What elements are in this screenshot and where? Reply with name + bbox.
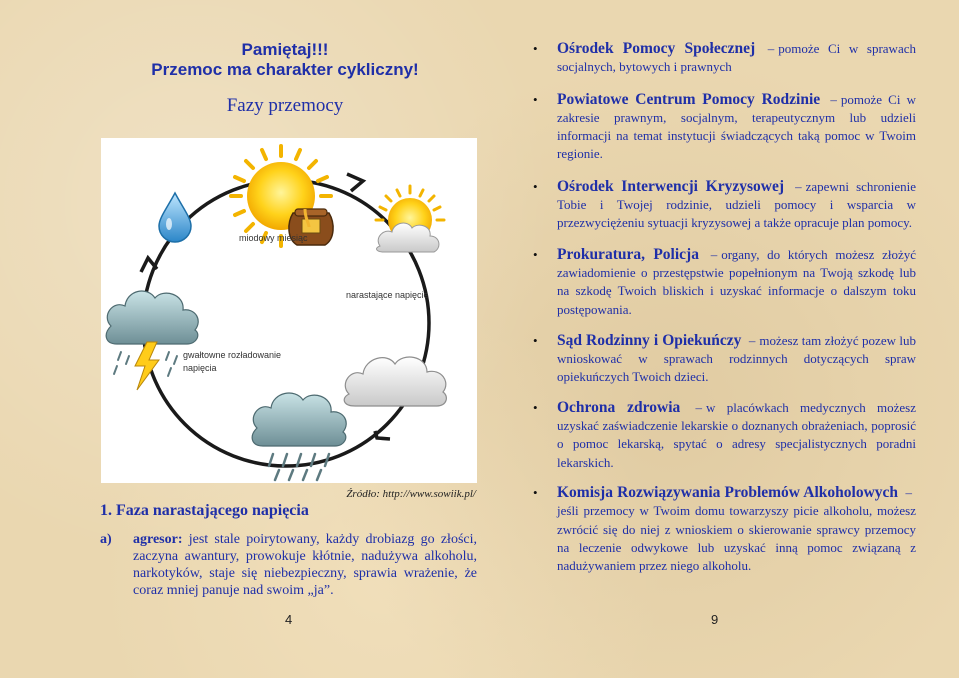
- dash: –: [710, 246, 718, 262]
- list-item: [530, 178, 916, 233]
- bullet-icon: •: [533, 484, 538, 500]
- list-item: [530, 332, 916, 387]
- dash: –: [748, 332, 756, 348]
- bullet-icon: •: [533, 41, 538, 56]
- label-discharge-line-1: gwałtowne rozładowanie: [183, 350, 282, 360]
- cycle-arrow-top: [347, 174, 363, 191]
- white-cloud-icon: [344, 357, 446, 406]
- violence-cycle-diagram: [101, 138, 477, 483]
- image-source: Źródło: http://www.sowiik.pl/: [346, 488, 476, 500]
- cycle-diagram-svg: [101, 138, 477, 483]
- right-page: [480, 0, 959, 678]
- organization-description: jeśli przemocy w Twoim domu towarzyszy picie alkoholu, możesz zwrócić się do niej z wnioskiem o skierowanie sprawcy przemocy na leczenie odwykowe lub uzyskać inną pomoc związaną z nadużywaniem przez niego alkoholu.: [557, 503, 916, 574]
- page-number-left: 4: [285, 612, 293, 627]
- list-item: [530, 246, 916, 319]
- page-number-right: 9: [711, 612, 719, 627]
- list-item: [530, 484, 916, 575]
- organization-description: organy, do których możesz złożyć zawiadomienie o przestępstwie popełnionym na Twoją szkodę lub na szkodę Twoich bliskich i uzyskać informacje o dalszym toku postępowania.: [557, 246, 916, 317]
- organization-description: w placówkach medycznych możesz uzyskać zaświadczenie lekarskie o doznanych obrażeniach, poprosić o pomoc lekarską, spytać o adresy specjalistycznych poradni lekarskich.: [557, 399, 916, 470]
- organization-name: Ochrona zdrowia: [557, 398, 681, 416]
- bullet-icon: •: [533, 91, 538, 107]
- bullet-icon: •: [533, 178, 538, 194]
- bullet-icon: •: [533, 246, 538, 262]
- organization-name: Powiatowe Centrum Pomocy Rodzinie: [557, 90, 821, 108]
- dash: –: [830, 91, 837, 107]
- phases-title: Fazy przemocy: [226, 95, 344, 116]
- list-item-text: jest stale poirytowany, każdy drobiazg go złości, zaczyna awantury, prowokuje kłótnie, nadużywa alkoholu, narkotyków, staje się niebezpieczny, sprawia wrażenie, że coraz mniej panuje nad swoim „ja”.: [133, 532, 477, 598]
- dash: –: [767, 41, 775, 56]
- organization-name: Sąd Rodzinny i Opiekuńczy: [557, 331, 742, 349]
- bullet-icon: •: [533, 399, 538, 415]
- list-item-a: [100, 531, 477, 599]
- reminder-line-2: Przemoc ma charakter cykliczny!: [151, 60, 419, 79]
- section-heading: 1. Faza narastającego napięcia: [100, 502, 309, 519]
- list-marker: a): [100, 532, 112, 547]
- list-item-term: agresor:: [133, 532, 183, 547]
- list-item: [530, 399, 916, 472]
- label-rising-tension: narastające napięcie: [346, 290, 429, 300]
- organization-name: Prokuratura, Policja: [557, 245, 699, 263]
- dash: –: [695, 399, 703, 415]
- label-discharge-line-2: napięcia: [183, 363, 217, 373]
- organization-name: Ośrodek Interwencji Kryzysowej: [557, 177, 785, 195]
- bullet-icon: •: [533, 332, 538, 348]
- dash: –: [795, 178, 802, 194]
- organization-description: pomoże Ci w sprawach socjalnych, bytowych i prawnych: [557, 41, 916, 75]
- list-item: [530, 40, 916, 77]
- organization-name: Ośrodek Pomocy Społecznej: [557, 40, 756, 57]
- help-organizations-list: [530, 40, 916, 575]
- water-drop-icon: [159, 193, 191, 242]
- reminder-line-1: Pamiętaj!!!: [241, 40, 329, 59]
- organization-name: Komisja Rozwiązywania Problemów Alkoholowych: [557, 483, 899, 501]
- organization-description: możesz tam złożyć pozew lub wnioskować w sprawach rodzinnych dotyczących spraw opiekuńczych Twoich dzieci.: [557, 332, 917, 385]
- dash: –: [905, 484, 913, 500]
- list-item: [530, 91, 916, 164]
- organization-description: pomoże Ci w zakresie prawnym, socjalnym, terapeutycznym lub udzieli informacji na temat instytucji świadczących taką pomoc w Twoim regionie.: [557, 91, 916, 162]
- organization-description: zapewni schronienie Tobie i Twojej rodzinie, udzieli pomocy i wsparcia w przezwyciężeniu sytuacji kryzysowej a także opracuje plan pomocy.: [557, 178, 916, 231]
- reminder-heading: [120, 40, 450, 80]
- list-item-body: [133, 531, 477, 599]
- label-honeymoon: miodowy miesiąc: [239, 233, 308, 243]
